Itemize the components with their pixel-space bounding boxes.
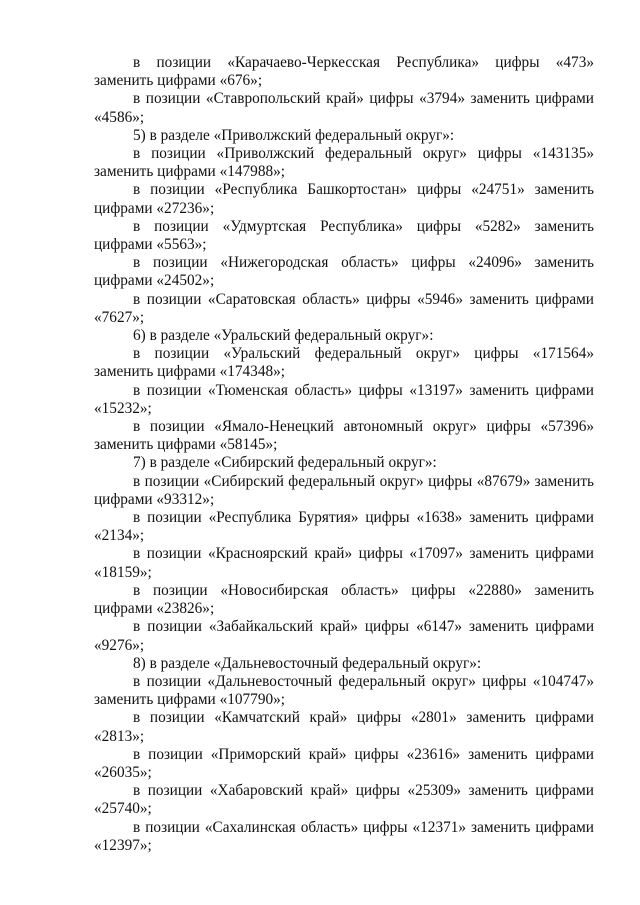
amendment-bashkortostan: в позиции «Республика Башкортостан» цифры «24751» заменить цифрами «27236»; [94,181,594,217]
amendment-primorsky: в позиции «Приморский край» цифры «23616» заменить цифрами «26035»; [94,745,594,781]
amendment-novosibirsk: в позиции «Новосибирская область» цифры «22880» заменить цифрами «23826»; [94,581,594,618]
amendment-kamchatka: в позиции «Камчатский край» цифры «2801» заменить цифрами «2813»; [94,709,594,745]
section-heading-volga: 5) в разделе «Приволжский федеральный округ»: [133,126,455,144]
amendment-khabarovsk: в позиции «Хабаровский край» цифры «25309» заменить цифрами «25740»; [94,782,594,818]
amendment-siberian-district: в позиции «Сибирский федеральный округ» цифры «87679» заменить цифрами «93312»; [94,472,594,508]
amendment-udmurtia: в позиции «Удмуртская Республика» цифры «5282» заменить цифрами «5563»; [94,217,594,254]
section-heading-ural: 6) в разделе «Уральский федеральный округ»: [133,327,434,345]
amendment-zabaykalsky: в позиции «Забайкальский край» цифры «6147» заменить цифрами «9276»; [94,618,594,654]
amendment-ural-district: в позиции «Уральский федеральный округ» цифры «171564» заменить цифрами «174348»; [94,345,594,381]
amendment-krasnoyarsk: в позиции «Красноярский край» цифры «17097» заменить цифрами «18159»; [94,545,594,581]
document-page [94,54,594,855]
amendment-nizhny-novgorod: в позиции «Нижегородская область» цифры «24096» заменить цифрами «24502»; [94,254,594,290]
section-heading-far-east: 8) в разделе «Дальневосточный федеральный округ»: [133,654,482,672]
amendment-buryatia: в позиции «Республика Бурятия» цифры «1638» заменить цифрами «2134»; [94,509,594,545]
amendment-volga-district: в позиции «Приволжский федеральный округ» цифры «143135» заменить цифрами «147988»; [94,145,594,181]
amendment-saratov: в позиции «Саратовская область» цифры «5946» заменить цифрами «7627»; [94,290,594,326]
amendment-far-east-district: в позиции «Дальневосточный федеральный округ» цифры «104747» заменить цифрами «107790»; [94,672,594,709]
amendment-yamal-nenets: в позиции «Ямало-Ненецкий автономный округ» цифры «57396» заменить цифрами «58145»; [94,418,594,454]
section-heading-siberia: 7) в разделе «Сибирский федеральный округ»: [133,454,437,472]
amendment-sakhalin: в позиции «Сахалинская область» цифры «12371» заменить цифрами «12397»; [94,818,594,854]
amendment-karachay-cherkess: в позиции «Карачаево-Черкесская Республика» цифры «473» заменить цифрами «676»; [94,54,594,90]
amendment-stavropol: в позиции «Ставропольский край» цифры «3794» заменить цифрами «4586»; [94,90,594,126]
amendment-tyumen: в позиции «Тюменская область» цифры «13197» заменить цифрами «15232»; [94,381,594,417]
